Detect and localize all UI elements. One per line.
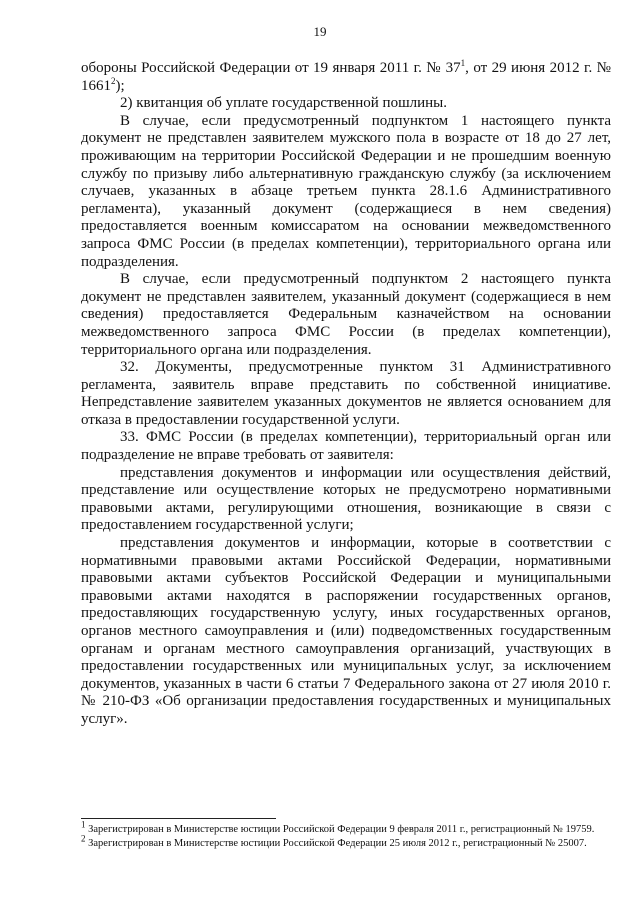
paragraph-military: В случае, если предусмотренный подпунктом 1 настоящего пункта документ не представлен заявителем мужского пола в возрасте от 18 до 27 лет, проживающим на территории Российской Федерации и не прошедшим военную службу по призыву либо альтернативную гражданскую службу (за исключением случаев, указанных в абзаце третьем пункта 28.1.6 Административного регламента), указанный документ (содержащиеся в нем сведения) предоставляется военным комиссаратом на основании межведомственного запроса ФМС России (в пределах компетенции), территориального органа или подразделения. — [81, 112, 611, 270]
paragraph-item-33: 33. ФМС России (в пределах компетенции), территориальный орган или подразделение не вправе требовать от заявителя: — [81, 429, 611, 464]
paragraph-text: , от 29 июня 2012 г. № 1661 — [81, 60, 611, 94]
document-body — [81, 60, 611, 729]
paragraph-treasury: В случае, если предусмотренный подпунктом 2 настоящего пункта документ не представлен заявителем, указанный документ (содержащиеся в нем сведения) предоставляется Федеральным казначейством на основании межведомственного запроса ФМС России (в пределах компетенции), территориального органа или подразделения. — [81, 271, 611, 358]
paragraph-item-32: 32. Документы, предусмотренные пунктом 31 Административного регламента, заявитель вправе представить по собственной инициативе. Непредставление заявителем указанных документов не является основанием для отказа в предоставлении государственной услуги. — [81, 359, 611, 428]
paragraph-text: обороны Российской Федерации от 19 января 2011 г. № 37 — [81, 60, 461, 76]
paragraph-text: ); — [115, 77, 125, 94]
paragraph-receipt: 2) квитанция об уплате государственной пошлины. — [120, 95, 447, 112]
footnote-mark: 1 — [81, 819, 86, 830]
footnote-text: Зарегистрирован в Министерстве юстиции Российской Федерации 25 июля 2012 г., регистрационный № 25007. — [85, 837, 587, 849]
page-number: 19 — [313, 24, 327, 39]
footnotes — [81, 819, 611, 850]
footnote-text: Зарегистрирован в Министерстве юстиции Российской Федерации 9 февраля 2011 г., регистрационный № 19759. — [85, 824, 595, 835]
footnote-ref-1: 1 — [460, 58, 466, 68]
paragraph-continuation — [81, 60, 611, 95]
footnote-1 — [81, 819, 611, 837]
footnote-ref-2: 2 — [111, 75, 116, 86]
footnote-mark: 2 — [81, 833, 86, 843]
footnote-divider — [81, 818, 276, 819]
footnote-2 — [81, 833, 611, 851]
paragraph-requirement-2: представления документов и информации, которые в соответствии с нормативными правовыми актами Российской Федерации, нормативными правовыми актами субъектов Российской Федерации и муниципальными правовыми актами находятся в распоряжении государственных органов, предоставляющих государственную услугу, иных государственных органов, органов местного самоуправления и (или) подведомственных государственным органам и органам местного самоуправления организаций, участвующих в предоставлении государственных или муниципальных услуг, за исключением документов, указанных в части 6 статьи 7 Федерального закона от 27 июля 2010 г. № 210-ФЗ «Об организации предоставления государственных и муниципальных услуг». — [81, 535, 611, 727]
paragraph-requirement-1: представления документов и информации или осуществления действий, представление или осуществление которых не предусмотрено нормативными правовыми актами, регулирующими отношения, возникающие в связи с предоставлением государственной услуги; — [81, 464, 611, 534]
